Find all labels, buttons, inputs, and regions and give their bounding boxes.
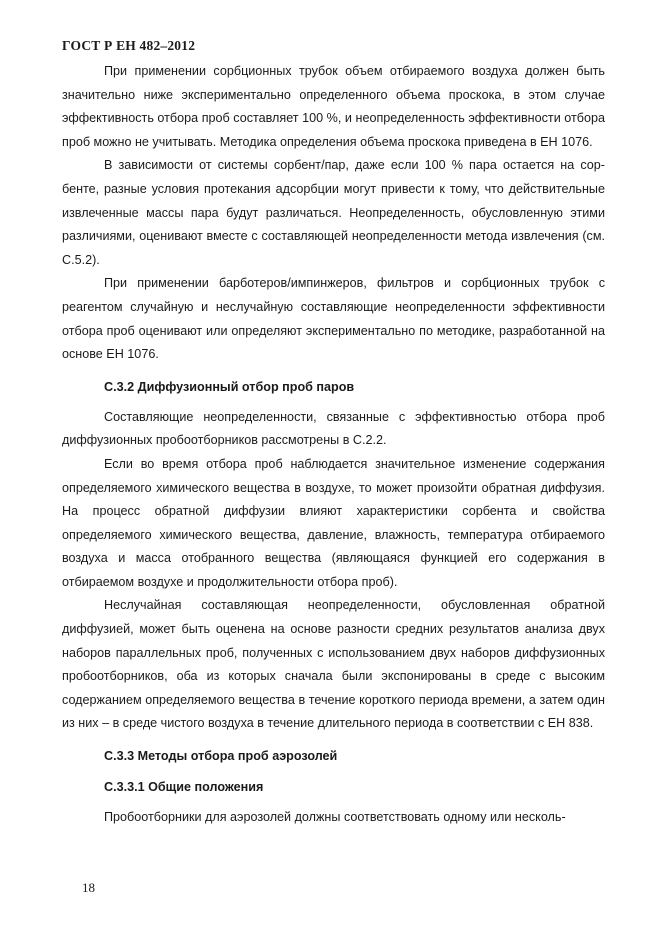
paragraph-bubblers-filters: При применении барботеров/импинжеров, фильтров и сорбционных трубок с реагентом случайную и неслучайную составляющие неопределенности эффективности отбора проб оценивают или определяют экспериментально по методике, разработанной на основе ЕН 1076. xyxy=(62,276,605,362)
paragraph-back-diffusion: Если во время отбора проб наблюдается значительное изменение содержания определяемого химического вещества в воздухе, то может произойти обратная диффузия. На процесс обратной диффузии влияют характеристики сорбента и свойства определяемого химического вещества, давление, влажность, температура отбираемого воздуха и масса отобранного вещества (являющаяся функцией его содержания в отбираемом воздухе и продолжительности отбора проб). xyxy=(62,456,605,589)
section-heading-c32: С.3.2 Диффузионный отбор проб паров xyxy=(104,379,355,394)
page-body xyxy=(62,60,605,830)
paragraph-aerosol-samplers: Пробоотборники для аэрозолей должны соответствовать одному или несколь- xyxy=(104,810,566,825)
section-heading-c331: С.3.3.1 Общие положения xyxy=(104,780,264,795)
paragraph-sorbent-vapour: В зависимости от системы сорбент/пар, даже если 100 % пара остается на сорбенте, разные условия протекания адсорбции могут привести к тому, что действительные извлеченные массы пара будут различаться. Неопределенность, обусловленную этими различиями, оценивают вместе с составляющей неопределенности метода извлечения (см. С.5.2). xyxy=(62,158,605,267)
document-header: ГОСТ Р ЕН 482–2012 xyxy=(62,38,196,53)
paragraph-sorption-tubes: При применении сорбционных трубок объем отбираемого воздуха должен быть значительно ниже экспериментально определенного объема проскока, в этом случае эффективность отбора проб составляет 100 %, и неопределенность эффективности отбора проб можно не учитывать. Методика определения объема проскока приведена в ЕН 1076. xyxy=(62,64,605,149)
page-number: 18 xyxy=(82,880,95,895)
paragraph-bias-estimation: Неслучайная составляющая неопределенности, обусловленная обратной диффузией, может быть оценена на основе разности средних результатов анализа двух наборов параллельных проб, полученных с использованием двух наборов диффузионных пробоотборников, оба из которых сначала были экспонированы в среде с высоким содержанием определяемого вещества в течение короткого периода времени, а затем один из них – в среде чистого воздуха в течение длительного периода в соответствии с ЕН 838. xyxy=(62,598,605,731)
section-heading-c33: С.3.3 Методы отбора проб аэрозолей xyxy=(104,749,338,764)
paragraph-diffusive-uncertainty: Составляющие неопределенности, связанные с эффективностью отбора проб диффузионных пробоотборников рассмотрены в С.2.2. xyxy=(62,409,605,448)
